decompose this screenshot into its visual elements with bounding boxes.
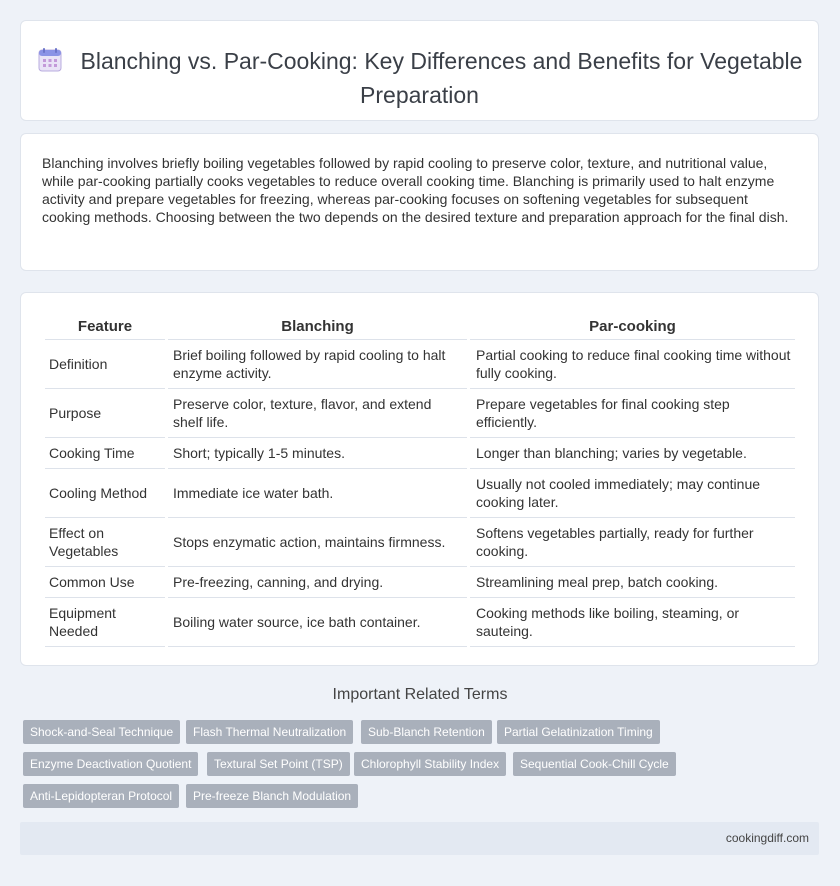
- table-row: [45, 567, 795, 598]
- row-feature: Cooling Method: [45, 469, 165, 518]
- row-par-cooking: Softens vegetables partially, ready for further cooking.: [470, 518, 795, 567]
- table-row: [45, 518, 795, 567]
- related-term-tag[interactable]: Enzyme Deactivation Quotient: [23, 752, 198, 776]
- footer-site-link[interactable]: cookingdiff.com: [725, 831, 809, 845]
- row-feature: Cooking Time: [45, 438, 165, 469]
- row-par-cooking: Partial cooking to reduce final cooking time without fully cooking.: [470, 340, 795, 389]
- related-term-tag[interactable]: Chlorophyll Stability Index: [354, 752, 506, 776]
- row-par-cooking: Longer than blanching; varies by vegetable.: [470, 438, 795, 469]
- row-blanching: Stops enzymatic action, maintains firmness.: [168, 518, 467, 567]
- row-blanching: Preserve color, texture, flavor, and extend shelf life.: [168, 389, 467, 438]
- related-term-tag[interactable]: Flash Thermal Neutralization: [186, 720, 353, 744]
- table-row: [45, 340, 795, 389]
- row-feature: Effect on Vegetables: [45, 518, 165, 567]
- row-feature: Common Use: [45, 567, 165, 598]
- row-feature: Definition: [45, 340, 165, 389]
- title-card: [20, 20, 819, 121]
- header-blanching: Blanching: [168, 316, 467, 340]
- related-term-tag[interactable]: Pre-freeze Blanch Modulation: [186, 784, 358, 808]
- header-feature: Feature: [45, 316, 165, 340]
- row-par-cooking: Prepare vegetables for final cooking step efficiently.: [470, 389, 795, 438]
- intro-card: [20, 133, 819, 271]
- related-term-tag[interactable]: Partial Gelatinization Timing: [497, 720, 660, 744]
- table-row: [45, 469, 795, 518]
- page-title-block: [21, 46, 818, 110]
- row-blanching: Brief boiling followed by rapid cooling to halt enzyme activity.: [168, 340, 467, 389]
- table-row: [45, 438, 795, 469]
- comparison-table: [42, 316, 798, 647]
- related-term-tag[interactable]: Shock-and-Seal Technique: [23, 720, 180, 744]
- calendar-icon: [37, 47, 63, 80]
- footer: [20, 822, 819, 855]
- related-term-tag[interactable]: Sequential Cook-Chill Cycle: [513, 752, 676, 776]
- table-row: [45, 598, 795, 647]
- row-blanching: Boiling water source, ice bath container.: [168, 598, 467, 647]
- intro-paragraph: Blanching involves briefly boiling vegetables followed by rapid cooling to preserve color, texture, and nutritional value, while par-cooking partially cooks vegetables to reduce overall cooking time. Blanching is primarily used to halt enzyme activity and prepare vegetables for freezing, whereas par-cooking focuses on softening vegetables for subsequent cooking methods. Choosing between the two depends on the desired texture and preparation approach for the final dish.: [42, 155, 789, 225]
- row-par-cooking: Usually not cooled immediately; may continue cooking later.: [470, 469, 795, 518]
- related-term-tag[interactable]: Anti-Lepidopteran Protocol: [23, 784, 179, 808]
- row-par-cooking: Streamlining meal prep, batch cooking.: [470, 567, 795, 598]
- header-par-cooking: Par-cooking: [470, 316, 795, 340]
- related-terms-title: Important Related Terms: [332, 686, 508, 703]
- row-blanching: Short; typically 1-5 minutes.: [168, 438, 467, 469]
- row-feature: Purpose: [45, 389, 165, 438]
- row-par-cooking: Cooking methods like boiling, steaming, or sauteing.: [470, 598, 795, 647]
- page-title: Blanching vs. Par-Cooking: Key Differences and Benefits for Vegetable Preparation: [80, 48, 803, 108]
- related-term-tag[interactable]: Sub-Blanch Retention: [361, 720, 492, 744]
- table-header-row: [45, 316, 795, 340]
- row-blanching: Pre-freezing, canning, and drying.: [168, 567, 467, 598]
- related-term-tag[interactable]: Textural Set Point (TSP): [207, 752, 350, 776]
- row-feature: Equipment Needed: [45, 598, 165, 647]
- comparison-card: [20, 292, 819, 666]
- table-row: [45, 389, 795, 438]
- row-blanching: Immediate ice water bath.: [168, 469, 467, 518]
